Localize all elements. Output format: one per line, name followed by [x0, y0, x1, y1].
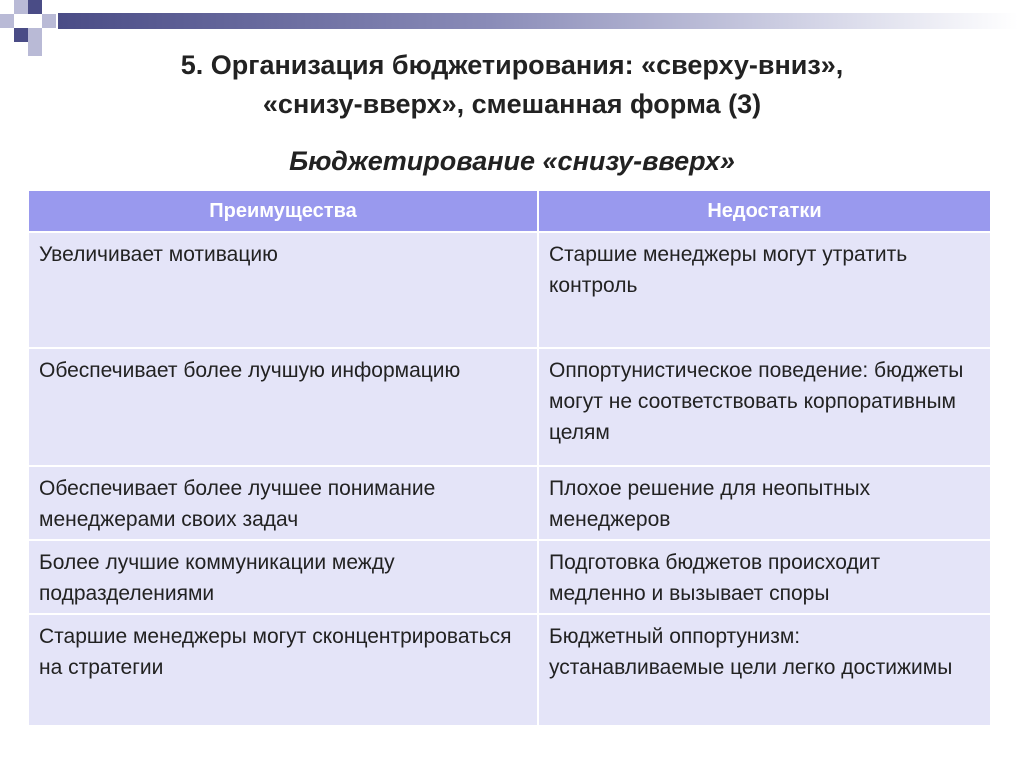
decor-square	[0, 14, 14, 28]
slide-title-line-2: «снизу-вверх», смешанная форма (3)	[262, 89, 762, 119]
decor-square	[14, 28, 28, 42]
advantage-cell: Обеспечивает более лучшую информацию	[28, 348, 538, 466]
decor-square	[14, 0, 28, 14]
disadvantage-cell: Бюджетный оппортунизм: устанавливаемые цели легко достижимы	[538, 614, 991, 726]
table-row	[28, 232, 991, 348]
advantage-cell: Более лучшие коммуникации между подразделениями	[28, 540, 538, 614]
disadvantage-cell: Плохое решение для неопытных менеджеров	[538, 466, 991, 540]
comparison-table	[27, 189, 992, 727]
table-row	[28, 540, 991, 614]
table-header-row	[28, 190, 991, 232]
slide-subtitle: Бюджетирование «снизу-вверх»	[289, 146, 735, 176]
slide-title-line-1: 5. Организация бюджетирования: «сверху-вниз»,	[180, 50, 844, 80]
decor-square	[42, 14, 56, 28]
table-row	[28, 466, 991, 540]
advantage-cell: Обеспечивает более лучшее понимание менеджерами своих задач	[28, 466, 538, 540]
disadvantage-cell: Подготовка бюджетов происходит медленно и вызывает споры	[538, 540, 991, 614]
table-row	[28, 348, 991, 466]
disadvantage-cell: Старшие менеджеры могут утратить контроль	[538, 232, 991, 348]
decor-square	[28, 28, 42, 42]
header-disadvantages: Недостатки	[538, 190, 991, 232]
gradient-bar	[58, 13, 1018, 29]
disadvantage-cell: Оппортунистическое поведение: бюджеты могут не соответствовать корпоративным целям	[538, 348, 991, 466]
header-advantages: Преимущества	[28, 190, 538, 232]
slide-title	[40, 46, 984, 124]
table-row	[28, 614, 991, 726]
advantage-cell: Старшие менеджеры могут сконцентрироваться на стратегии	[28, 614, 538, 726]
decor-square	[28, 0, 42, 14]
advantage-cell: Увеличивает мотивацию	[28, 232, 538, 348]
